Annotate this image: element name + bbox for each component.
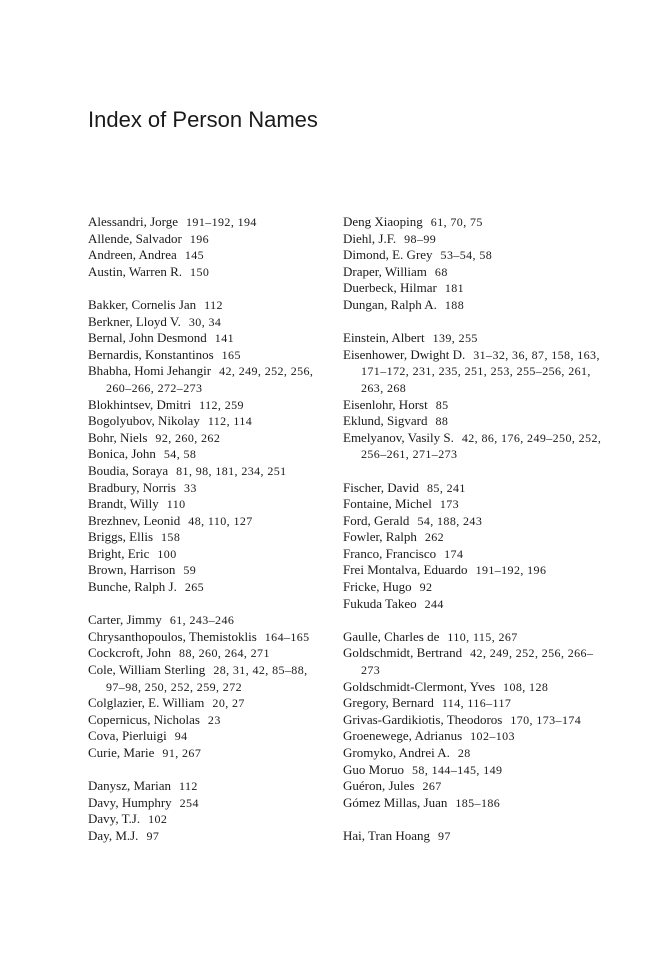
index-entry [88,662,328,695]
index-entry [343,579,603,596]
index-entry-name: Bonica, John [88,446,156,462]
index-entry [88,745,328,762]
index-entry-pages: 42, 249, 252, 256, 266–273 [361,646,594,678]
index-entry-pages: 262 [424,530,445,545]
index-entry-name: Goldschmidt, Bertrand [343,645,463,661]
index-letter-group [343,214,603,314]
index-entry-name: Alessandri, Jorge [88,214,179,229]
index-entry-pages: 58, 144–145, 149 [412,762,503,777]
index-entry [343,629,603,646]
index-entry-name: Chrysanthopoulos, Themistoklis [88,628,257,644]
index-entry [88,247,328,264]
index-entry [343,562,603,579]
index-letter-group [343,828,603,845]
index-entry-pages: 31–32, 36, 87, 158, 163, 171–172, 231, 235, 251, 253, 255–256, 261, 263, 268 [361,347,600,395]
index-entry-pages: 81, 98, 181, 234, 251 [176,463,287,478]
index-entry [88,446,328,463]
index-entry-name: Carter, Jimmy [88,612,162,628]
index-entry-name: Einstein, Albert [343,330,425,346]
index-entry-pages: 244 [424,596,444,611]
index-entry-name: Bunche, Ralph J. [88,579,177,595]
index-entry [88,645,328,662]
index-entry-name: Bhabha, Homi Jehangir [88,363,212,379]
index-entry [343,529,603,546]
index-entry-pages: 91, 267 [162,746,202,760]
index-entry-pages: 20, 27 [212,696,245,711]
index-entry-pages: 112, 114 [207,414,253,429]
index-entry-pages: 85, 241 [427,480,466,495]
index-letter-group [343,629,603,812]
index-entry-pages: 92 [419,580,433,595]
index-entry-name: Cole, William Sterling [88,662,206,678]
index-entry-name: Bright, Eric [88,545,150,561]
index-entry [88,778,328,795]
index-entry-name: Draper, William [343,263,427,279]
index-entry-name: Brezhnev, Leonid [88,512,181,528]
index-entry-name: Bohr, Niels [88,429,148,445]
index-entry-pages: 196 [189,231,210,246]
index-entry-pages: 54, 188, 243 [417,513,483,528]
index-entry [88,562,328,579]
index-entry-pages: 33 [183,480,197,495]
index-entry [88,728,328,745]
index-entry-name: Eklund, Sigvard [343,413,428,429]
index-entry [343,728,603,745]
index-entry [343,231,603,248]
index-entry-pages: 98–99 [404,231,437,246]
index-entry-pages: 68 [434,264,448,279]
index-entry [343,247,603,264]
index-entry-pages: 23 [207,712,221,727]
index-entry [88,529,328,546]
index-letter-group [343,480,603,613]
index-entry [343,413,603,430]
index-entry-pages: 150 [190,264,210,279]
index-entry-name: Diehl, J.F. [343,230,397,246]
index-entry [343,679,603,696]
index-entry-name: Fontaine, Michel [343,496,432,512]
index-entry-name: Colglazier, E. William [88,695,205,711]
index-entry-name: Bradbury, Norris [88,479,176,495]
index-entry-pages: 158 [161,530,181,545]
index-entry-name: Gregory, Bernard [343,695,434,711]
index-entry [343,513,603,530]
index-entry [88,795,328,812]
index-entry [88,214,328,231]
index-entry [88,513,328,530]
index-entry-pages: 110 [166,497,186,512]
index-entry-pages: 170, 173–174 [510,712,582,727]
index-entry [88,463,328,480]
page-title: Index of Person Names [88,107,318,132]
index-entry [343,347,603,397]
index-entry [343,645,603,678]
index-entry [88,712,328,729]
index-entry-name: Danysz, Marian [88,778,172,794]
index-entry-name: Brandt, Willy [88,496,159,512]
index-entry-name: Austin, Warren R. [88,263,183,279]
index-entry [88,579,328,596]
index-entry-name: Guéron, Jules [343,778,415,794]
index-entry-name: Day, M.J. [88,827,139,843]
index-entry-name: Dungan, Ralph A. [343,296,437,312]
index-entry-name: Duerbeck, Hilmar [343,280,437,296]
index-entry-pages: 188 [444,297,465,312]
index-entry-name: Briggs, Ellis [88,529,154,545]
index-entry-name: Goldschmidt-Clermont, Yves [343,678,496,694]
index-entry-pages: 112, 259 [199,397,244,412]
index-entry-pages: 141 [214,331,234,346]
index-entry-name: Cockcroft, John [88,645,172,661]
index-entry-pages: 267 [422,779,442,794]
index-entry [88,430,328,447]
index-entry-pages: 185–186 [455,795,501,810]
index-entry [88,231,328,248]
index-letter-group [343,330,603,463]
index-entry-name: Curie, Marie [88,745,155,760]
index-entry-pages: 54, 58 [163,447,197,462]
index-entry-name: Bernardis, Konstantinos [88,346,214,362]
index-entry-name: Brown, Harrison [88,562,176,578]
index-entry [343,264,603,281]
index-entry-name: Davy, Humphry [88,794,172,810]
index-entry-name: Eisenlohr, Horst [343,396,428,412]
index-entry-pages: 94 [174,729,188,744]
index-letter-group [88,297,328,596]
index-entry [343,762,603,779]
index-entry [343,214,603,231]
index-entry-pages: 61, 243–246 [169,613,235,628]
index-entry-name: Copernicus, Nicholas [88,711,200,727]
index-entry-name: Andreen, Andrea [88,247,177,263]
index-entry-name: Bernal, John Desmond [88,330,207,346]
index-entry-name: Frei Montalva, Eduardo [343,562,468,578]
index-entry-pages: 88, 260, 264, 271 [179,646,270,661]
index-entry-pages: 165 [221,347,241,362]
index-entry [343,397,603,414]
index-entry [343,546,603,563]
index-entry-pages: 92, 260, 262 [155,430,221,445]
index-entry-pages: 164–165 [264,629,310,644]
index-entry-pages: 145 [184,248,205,263]
index-entry-name: Emelyanov, Vasily S. [343,429,454,445]
index-entry-name: Allende, Salvador [88,230,182,246]
index-entry-pages: 174 [444,546,464,561]
index-entry-name: Deng Xiaoping [343,214,423,229]
index-column-left [88,214,328,861]
index-entry-pages: 110, 115, 267 [447,629,518,644]
index-entry [88,413,328,430]
index-entry [88,330,328,347]
index-entry-name: Dimond, E. Grey [343,247,433,263]
index-entry-pages: 88 [435,414,449,429]
index-entry-pages: 102 [148,812,168,827]
index-entry [88,264,328,281]
index-entry-name: Gaulle, Charles de [343,628,440,644]
index-entry [343,712,603,729]
index-entry [88,496,328,513]
index-entry [343,430,603,463]
index-entry-name: Boudia, Soraya [88,462,169,478]
index-entry-name: Fukuda Takeo [343,595,417,611]
index-entry-pages: 139, 255 [432,331,478,346]
index-entry [88,347,328,364]
index-entry-name: Gómez Millas, Juan [343,794,448,810]
index-entry-pages: 108, 128 [503,679,549,694]
index-entry-pages: 48, 110, 127 [188,513,253,528]
index-entry-name: Davy, T.J. [88,811,141,827]
index-entry-name: Blokhintsev, Dmitri [88,396,192,412]
index-entry-name: Fowler, Ralph [343,529,417,545]
index-entry [343,596,603,613]
index-entry-pages: 53–54, 58 [440,248,493,263]
index-entry-pages: 61, 70, 75 [430,215,483,229]
index-entry-pages: 173 [439,497,460,512]
index-entry-name: Bakker, Cornelis Jan [88,296,197,312]
index-entry [343,828,603,845]
index-entry-pages: 100 [157,546,177,561]
index-entry [88,480,328,497]
index-entry-pages: 28 [457,746,471,760]
index-entry-pages: 191–192, 194 [186,215,257,229]
index-entry-pages: 112 [204,297,223,312]
index-letter-group [88,214,328,280]
index-entry [88,397,328,414]
index-entry-pages: 30, 34 [188,314,222,329]
index-entry-pages: 28, 31, 42, 85–88, 97–98, 250, 252, 259, 272 [106,663,308,694]
index-entry-name: Eisenhower, Dwight D. [343,346,466,362]
index-entry-pages: 97 [438,828,451,843]
index-entry-pages: 42, 86, 176, 249–250, 252, 256–261, 271–273 [361,430,602,462]
index-entry-pages: 114, 116–117 [441,696,512,711]
index-entry [343,745,603,762]
index-entry [88,629,328,646]
index-entry-name: Grivas-Gardikiotis, Theodoros [343,711,503,727]
index-entry [343,330,603,347]
index-entry [343,695,603,712]
index-entry [343,480,603,497]
index-entry-pages: 181 [444,281,465,296]
index-entry-name: Hai, Tran Hoang [343,827,431,843]
index-entry-name: Fischer, David [343,479,420,495]
index-entry-pages: 85 [435,397,449,412]
index-entry-pages: 97 [146,828,160,843]
index-entry [343,297,603,314]
index-entry-name: Fricke, Hugo [343,579,412,595]
index-entry-name: Ford, Gerald [343,512,410,528]
index-column-right [343,214,603,861]
index-entry-name: Berkner, Lloyd V. [88,313,181,329]
index-entry-pages: 112 [179,779,198,794]
index-entry [88,314,328,331]
index-entry-name: Bogolyubov, Nikolay [88,413,200,429]
index-entry [343,496,603,513]
index-entry-name: Groenewege, Adrianus [343,728,463,744]
index-entry-pages: 191–192, 196 [475,563,547,578]
index-entry [88,828,328,845]
index-letter-group [88,612,328,761]
index-entry-pages: 265 [184,580,205,595]
index-entry [88,297,328,314]
index-entry-pages: 102–103 [470,729,515,744]
index-entry-name: Gromyko, Andrei A. [343,745,450,760]
index-entry-pages: 254 [179,795,199,810]
index-entry-name: Cova, Pierluigi [88,728,167,744]
index-entry [343,795,603,812]
index-entry-name: Guo Moruo [343,761,405,777]
index-entry [343,778,603,795]
index-entry [343,280,603,297]
index-entry-name: Franco, Francisco [343,545,437,561]
index-entry [88,811,328,828]
index-letter-group [88,778,328,844]
index-entry [88,695,328,712]
index-entry-pages: 42, 249, 252, 256, 260–266, 272–273 [106,364,314,395]
index-entry-pages: 59 [183,563,197,578]
index-entry [88,546,328,563]
index-entry [88,363,328,396]
index-entry [88,612,328,629]
